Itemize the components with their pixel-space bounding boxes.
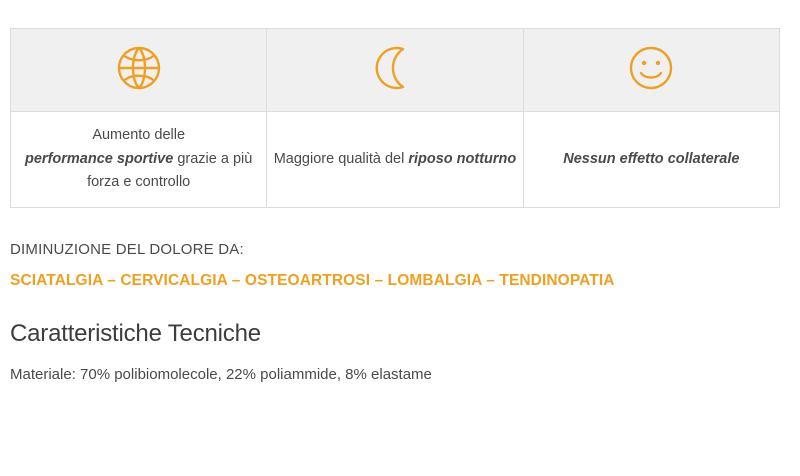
feature-text-cell-1 <box>11 112 267 208</box>
feature-2-lead: Maggiore qualità del <box>273 150 405 167</box>
feature-text-cell-3 <box>523 112 779 208</box>
feature-caption-2 <box>267 148 522 172</box>
features-table <box>10 28 780 208</box>
feature-icon-cell-1 <box>11 29 267 112</box>
feature-2-emphasis: riposo notturno <box>408 150 517 167</box>
tech-specs-material: Materiale: 70% polibiomolecole, 22% poliammide, 8% elastame <box>10 366 432 383</box>
feature-1-lead: Aumento delle <box>92 126 186 143</box>
page-content <box>0 28 800 476</box>
basketball-icon <box>115 44 163 92</box>
table-row-captions <box>11 112 780 208</box>
pain-conditions-list: SCIATALGIA – CERVICALGIA – OSTEOARTROSI – LOMBALGIA – TENDINOPATIA <box>10 272 615 289</box>
feature-1-tail: grazie a più forza e controllo <box>87 150 253 191</box>
feature-1-emphasis: performance sportive <box>25 150 174 167</box>
smiley-icon <box>627 44 675 92</box>
feature-caption-1 <box>11 124 266 196</box>
tech-specs-title: Caratteristiche Tecniche <box>10 320 261 347</box>
feature-3-emphasis: Nessun effetto collaterale <box>563 150 740 167</box>
feature-icon-cell-3 <box>523 29 779 112</box>
moon-icon <box>371 44 419 92</box>
feature-icon-cell-2 <box>267 29 523 112</box>
pain-reduction-label: DIMINUZIONE DEL DOLORE DA: <box>10 241 244 258</box>
feature-caption-3 <box>524 148 779 172</box>
table-row-icons <box>11 29 780 112</box>
feature-text-cell-2 <box>267 112 523 208</box>
